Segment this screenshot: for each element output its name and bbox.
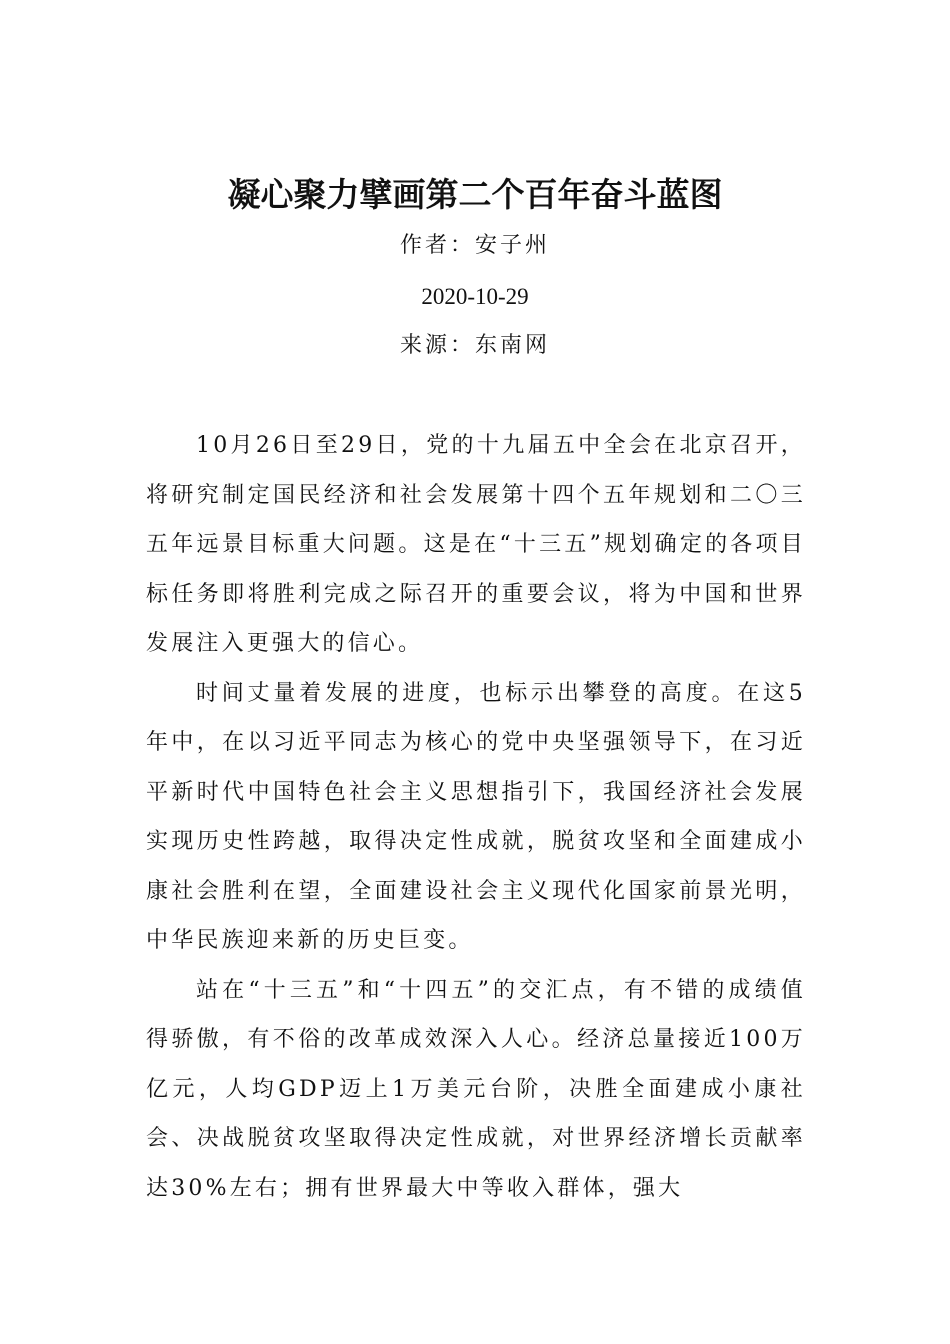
article-author: 作者：安子州 [399,233,550,258]
article-paragraph: 站在“十三五”和“十四五”的交汇点，有不错的成绩值得骄傲，有不俗的改革成效深入人心。经济总量接近100万亿元，人均GDP迈上1万美元台阶，决胜全面建成小康社会、决战脱贫攻坚取得决定性成就，对世界经济增长贡献率达30%左右；拥有世界最大中等收入群体，强大 [146,977,806,1201]
article-paragraph: 时间丈量着发展的进度，也标示出攀登的高度。在这5年中，在以习近平同志为核心的党中央坚强领导下，在习近平新时代中国特色社会主义思想指引下，我国经济社会发展实现历史性跨越，取得决定性成就，脱贫攻坚和全面建成小康社会胜利在望，全面建设社会主义现代化国家前景光明，中华民族迎来新的历史巨变。 [146,680,806,953]
article-body [146,421,806,1213]
article-title: 凝心聚力擘画第二个百年奋斗蓝图 [227,175,723,214]
article-paragraph: 10月26日至29日，党的十九届五中全会在北京召开，将研究制定国民经济和社会发展第十四个五年规划和二〇三五年远景目标重大问题。这是在“十三五”规划确定的各项目标任务即将胜利完成之际召开的重要会议，将为中国和世界发展注入更强大的信心。 [146,433,806,656]
article-date: 2020-10-29 [421,284,529,309]
article-source: 来源：东南网 [399,333,550,358]
